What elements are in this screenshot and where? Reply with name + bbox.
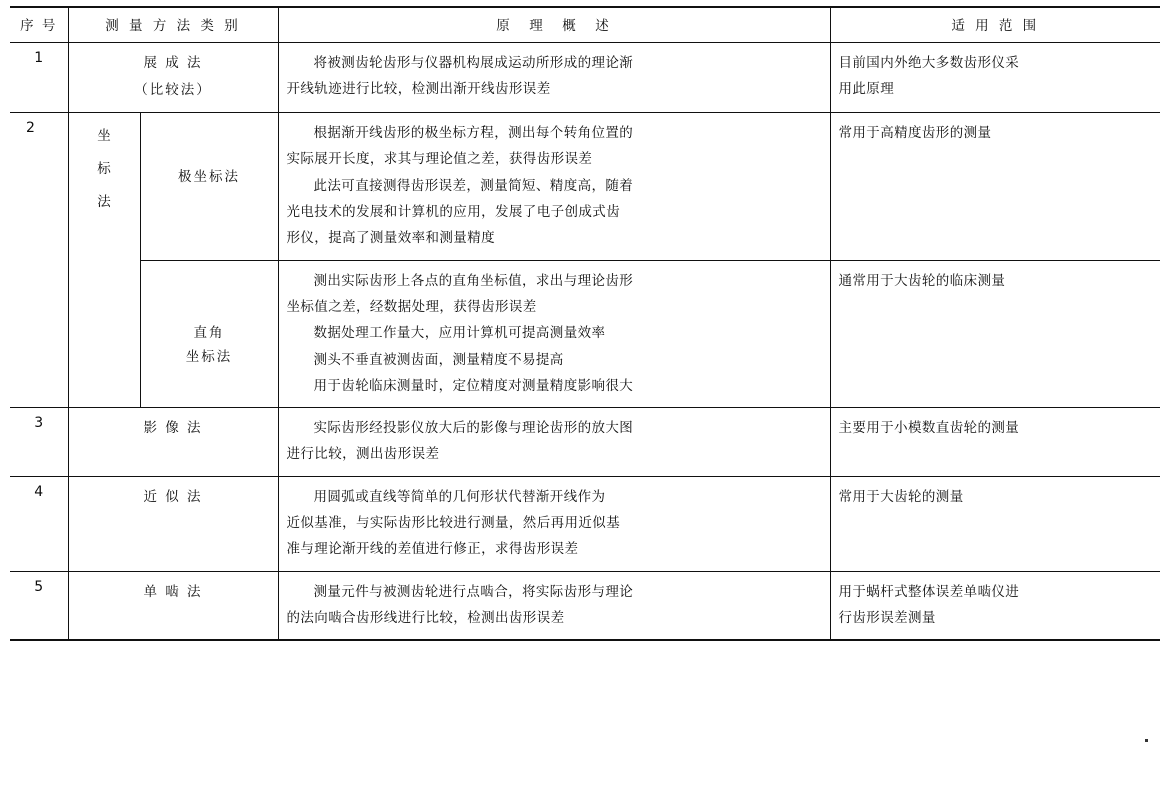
cell-subcategory — [140, 113, 278, 261]
header-cell-principle: 原 理 概 述 — [278, 8, 830, 43]
principle-line: 准与理论渐开线的差值进行修正，求得齿形误差 — [286, 541, 579, 558]
principle-line: 将被测齿轮齿形与仪器机构展成运动所形成的理论渐 — [313, 55, 634, 71]
category-char: 法 — [97, 194, 111, 211]
principle-line: 用于齿轮临床测量时，定位精度对测量精度影响很大 — [313, 377, 634, 394]
scope-line: 目前国内外绝大多数齿形仪采 — [838, 55, 1020, 71]
principle-line: 此法可直接测得齿形误差，测量简短、精度高，随着 — [313, 177, 634, 194]
cell-category-vertical — [68, 113, 140, 408]
principle-line: 形仪，提高了测量效率和测量精度 — [286, 230, 495, 247]
scope-line: 用此原理 — [838, 81, 895, 98]
gear-measurement-methods-table — [10, 8, 1160, 639]
table-row — [10, 113, 1160, 261]
cell-principle — [278, 571, 830, 639]
cell-category — [68, 476, 278, 571]
table-row — [10, 408, 1160, 477]
principle-line: 测量元件与被测齿轮进行点啮合，将实际齿形与理论 — [313, 583, 634, 600]
principle-line: 光电技术的发展和计算机的应用，发展了电子创成式齿 — [286, 203, 621, 220]
scope-line: 常用于高精度齿形的测量 — [838, 125, 992, 141]
principle-line: 开线轨迹进行比较，检测出渐开线齿形误差 — [286, 81, 551, 98]
category-line: 展 成 法 — [143, 55, 203, 71]
principle-line: 测头不垂直被测齿面，测量精度不易提高 — [313, 351, 564, 368]
table-bottom-rule — [10, 639, 1160, 641]
subcategory-line: 坐标法 — [185, 348, 233, 365]
cell-category — [68, 408, 278, 477]
principle-line: 进行比较，测出齿形误差 — [286, 446, 440, 463]
table-row — [10, 260, 1160, 408]
table-row — [10, 571, 1160, 639]
principle-line: 的法向啮合齿形线进行比较，检测出齿形误差 — [286, 610, 565, 626]
cell-category — [68, 43, 278, 113]
principle-line: 测出实际齿形上各点的直角坐标值，求出与理论齿形 — [313, 272, 634, 289]
principle-line: 用圆弧或直线等简单的几何形状代替渐开线作为 — [313, 488, 606, 505]
header-cell-seq: 序 号 — [10, 8, 68, 43]
cell-principle — [278, 476, 830, 571]
table-row — [10, 43, 1160, 113]
cell-seq: 5 — [34, 578, 44, 595]
cell-scope — [830, 408, 1160, 477]
principle-line: 根据渐开线齿形的极坐标方程，测出每个转角位置的 — [313, 125, 634, 141]
cell-principle — [278, 260, 830, 408]
table-header-row — [10, 8, 1160, 43]
cell-scope — [830, 476, 1160, 571]
cell-principle — [278, 43, 830, 113]
category-line: 单 啮 法 — [143, 583, 203, 600]
header-cell-category: 测 量 方 法 类 别 — [68, 8, 278, 43]
scope-line: 通常用于大齿轮的临床测量 — [838, 272, 1006, 289]
category-char: 标 — [97, 161, 111, 178]
cell-principle — [278, 113, 830, 261]
cell-seq: 1 — [10, 43, 68, 113]
subcategory-line: 直角 — [193, 324, 225, 341]
cell-scope — [830, 113, 1160, 261]
cell-scope — [830, 43, 1160, 113]
category-line: 近 似 法 — [143, 488, 203, 505]
subcategory-line: 极坐标法 — [178, 169, 240, 185]
category-char: 坐 — [97, 128, 111, 144]
principle-line: 实际展开长度，求其与理论值之差，获得齿形误差 — [286, 151, 593, 168]
category-line: 影 像 法 — [143, 420, 203, 437]
scope-line: 常用于大齿轮的测量 — [838, 488, 964, 505]
header-cell-scope: 适 用 范 围 — [830, 8, 1160, 43]
scope-line: 行齿形误差测量 — [838, 610, 936, 626]
cell-category — [68, 571, 278, 639]
cell-seq: 2 — [10, 113, 68, 408]
principle-line: 实际齿形经投影仪放大后的影像与理论齿形的放大图 — [313, 420, 634, 437]
principle-line: 数据处理工作量大，应用计算机可提高测量效率 — [313, 325, 606, 342]
cell-scope — [830, 260, 1160, 408]
scan-artifact-dot — [1145, 739, 1148, 742]
cell-principle — [278, 408, 830, 477]
table-row — [10, 476, 1160, 571]
scope-line: 主要用于小模数直齿轮的测量 — [838, 420, 1020, 437]
cell-subcategory — [140, 260, 278, 408]
scope-line: 用于蜗杆式整体误差单啮仪进 — [838, 583, 1020, 600]
category-line: （比较法） — [134, 82, 212, 98]
principle-line: 坐标值之差，经数据处理，获得齿形误差 — [286, 298, 537, 315]
cell-scope — [830, 571, 1160, 639]
cell-seq: 3 — [10, 408, 68, 477]
principle-line: 近似基准，与实际齿形比较进行测量，然后再用近似基 — [286, 515, 621, 532]
cell-seq: 4 — [10, 476, 68, 571]
